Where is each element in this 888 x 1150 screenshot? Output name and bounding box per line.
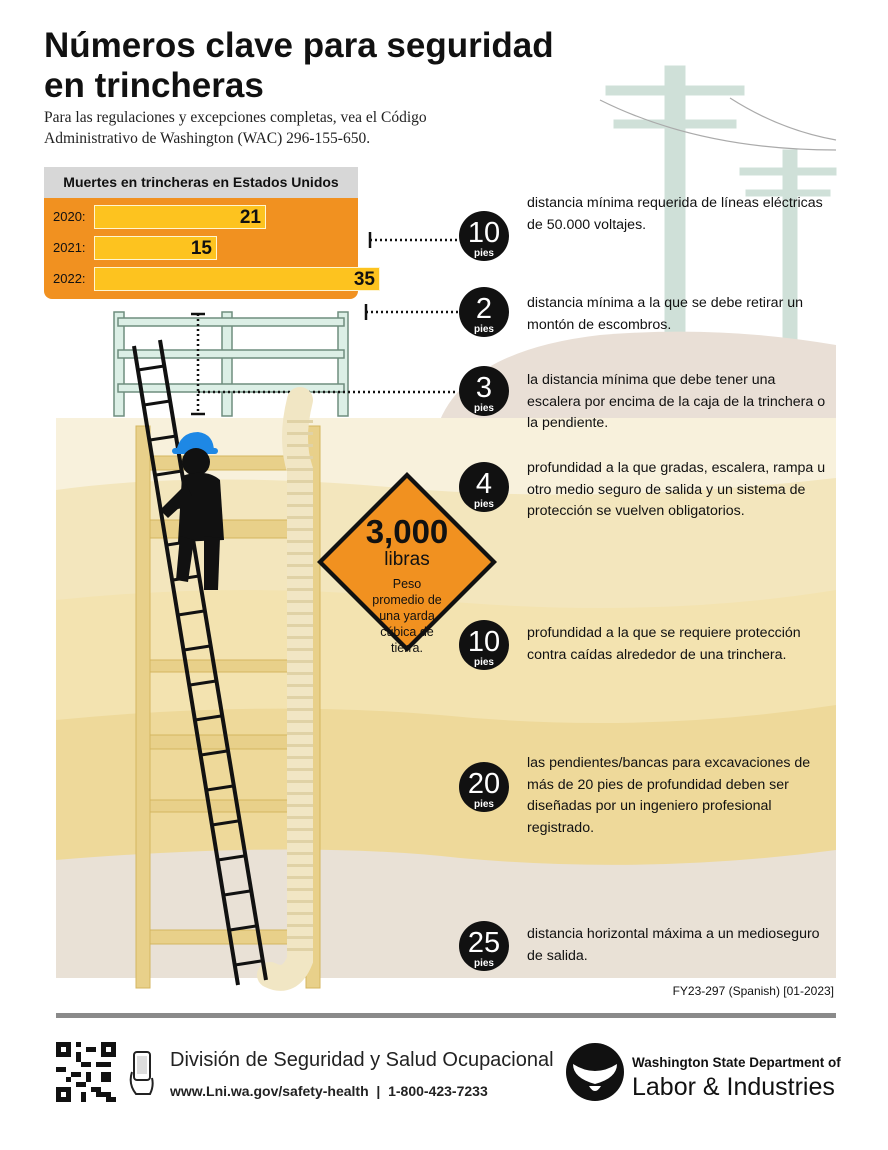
deaths-row-2021 — [44, 235, 358, 261]
stat-text: profundidad a la que gradas, escalera, rampa u otro medio seguro de salida y un sistema de protección se vuelven obligatorios. — [527, 460, 826, 519]
stat-number: 2 — [475, 293, 493, 325]
deaths-heading: Muertes en trincheras en Estados Unidos — [44, 167, 358, 198]
division-name: División de Seguridad y Salud Ocupacional — [170, 1049, 554, 1071]
stat-number: 3 — [475, 372, 493, 404]
agency-name-line1: Washington State Department of — [632, 1055, 841, 1070]
stat-unit: pies — [473, 657, 494, 668]
stat-text: distancia horizontal máxima a un medioseguro de salida. — [527, 926, 820, 964]
deaths-value: 15 — [190, 238, 212, 259]
stat-badge — [459, 211, 509, 261]
deaths-bar — [94, 267, 380, 291]
deaths-year: 2020: — [53, 209, 86, 224]
sign-description: Peso promedio de una yarda cúbica de tierra. — [372, 577, 442, 655]
phone-hand-icon — [128, 1050, 158, 1098]
stat-badge — [459, 287, 509, 337]
deaths-row-2020 — [44, 204, 358, 230]
stat-number: 20 — [467, 768, 501, 800]
page-subtitle: Para las regulaciones y excepciones completas, vea el Código Administrativo de Washington (WAC) 296-155-650. — [44, 109, 427, 147]
stat-number: 25 — [467, 927, 501, 959]
stat-number: 10 — [467, 626, 501, 658]
stat-text: distancia mínima requerida de líneas eléctricas de 50.000 voltajes. — [527, 195, 823, 233]
stat-unit: pies — [473, 958, 494, 969]
stat-badge — [459, 462, 509, 512]
stat-unit: pies — [473, 403, 494, 414]
stat-unit: pies — [473, 324, 494, 335]
stat-badge — [459, 921, 509, 971]
deaths-value: 35 — [353, 269, 375, 290]
deaths-value: 21 — [239, 207, 261, 228]
sign-callout — [317, 514, 497, 656]
stat-badge — [459, 366, 509, 416]
agency-name-line2: Labor & Industries — [632, 1073, 835, 1101]
stat-text: profundidad a la que se requiere protección contra caídas alrededor de una trinchera. — [527, 625, 801, 663]
deaths-year: 2021: — [53, 240, 86, 255]
sign-value: 3,000 — [365, 513, 449, 550]
stat-text: distancia mínima a la que se debe retirar un montón de escombros. — [527, 295, 804, 333]
stat-unit: pies — [473, 499, 494, 510]
stat-badge — [459, 762, 509, 812]
stat-number: 10 — [467, 217, 501, 249]
qr-code-icon — [56, 1042, 116, 1102]
stat-text: las pendientes/bancas para excavaciones de más de 20 pies de profundidad deben ser diseñadas por un ingeniero profesional registrado. — [527, 755, 811, 836]
stat-text: la distancia mínima que debe tener una escalera por encima de la caja de la trinchera o la pendiente. — [527, 372, 826, 431]
stat-unit: pies — [473, 248, 494, 259]
deaths-bar — [94, 205, 266, 229]
footer-divider — [56, 1013, 836, 1018]
contact-link[interactable]: www.Lni.wa.gov/safety-health | 1-800-423-7233 — [170, 1083, 488, 1099]
lni-logo-icon — [565, 1042, 625, 1102]
deaths-year: 2022: — [53, 271, 86, 286]
stat-number: 4 — [475, 468, 493, 500]
document-code: FY23-297 (Spanish) [01-2023] — [672, 984, 834, 998]
stat-unit: pies — [473, 799, 494, 810]
deaths-row-2022 — [44, 266, 375, 292]
sign-unit: libras — [384, 549, 430, 570]
page-title: Números clave para seguridad en trincheras — [44, 26, 554, 105]
deaths-bar — [94, 236, 217, 260]
deaths-panel — [44, 167, 375, 299]
